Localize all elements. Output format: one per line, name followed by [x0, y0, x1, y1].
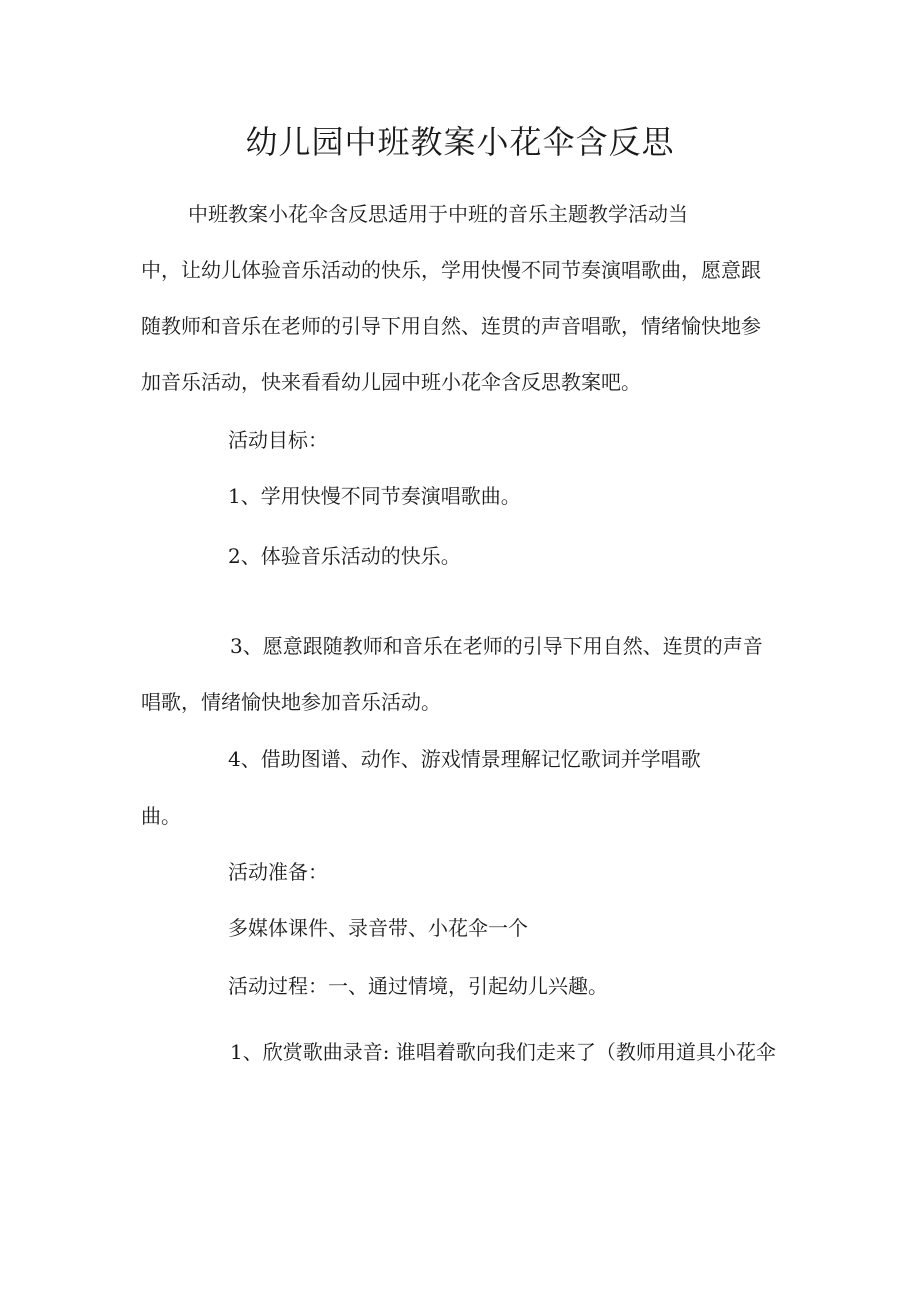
process-step-1: 1、欣赏歌曲录音: 谁唱着歌向我们走来了（教师用道具小花伞 — [230, 1040, 776, 1064]
document-title: 幼儿园中班教案小花伞含反思 — [245, 123, 675, 161]
goal-item-1: 1、学用快慢不同节奏演唱歌曲。 — [228, 484, 521, 508]
intro-line-4: 加音乐活动，快来看看幼儿园中班小花伞含反思教案吧。 — [141, 370, 641, 394]
goal-item-3-line-2: 唱歌，情绪愉快地参加音乐活动。 — [141, 690, 441, 714]
preparation-heading: 活动准备： — [228, 860, 328, 884]
goals-heading: 活动目标： — [228, 428, 328, 452]
goal-item-3-line-1: 3、愿意跟随教师和音乐在老师的引导下用自然、连贯的声音 — [230, 634, 763, 658]
goal-item-2: 2、体验音乐活动的快乐。 — [228, 544, 461, 568]
goal-item-4-line-2: 曲。 — [141, 804, 181, 828]
preparation-materials: 多媒体课件、录音带、小花伞一个 — [228, 916, 528, 940]
process-heading: 活动过程：一、通过情境，引起幼儿兴趣。 — [228, 974, 608, 998]
intro-line-2: 中，让幼儿体验音乐活动的快乐，学用快慢不同节奏演唱歌曲，愿意跟 — [141, 258, 761, 282]
goal-item-4-line-1: 4、借助图谱、动作、游戏情景理解记忆歌词并学唱歌 — [228, 747, 701, 771]
intro-line-3: 随教师和音乐在老师的引导下用自然、连贯的声音唱歌，情绪愉快地参 — [141, 314, 761, 338]
intro-line-1: 中班教案小花伞含反思适用于中班的音乐主题教学活动当 — [188, 202, 688, 226]
